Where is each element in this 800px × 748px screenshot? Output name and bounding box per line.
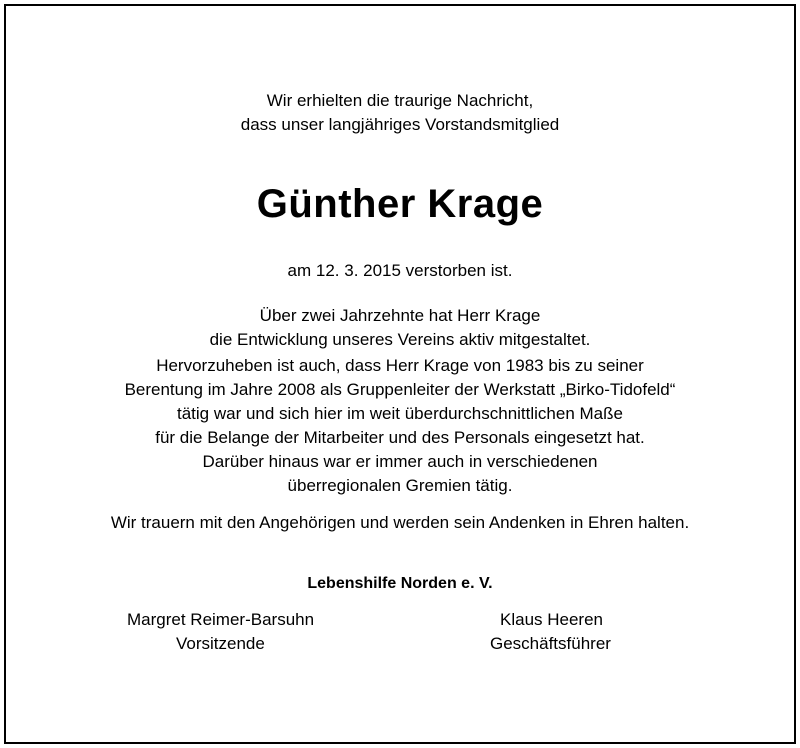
tribute-line: Hervorzuheben ist auch, dass Herr Krage von 1983 bis zu seiner xyxy=(156,356,644,375)
deceased-name: Günther Krage xyxy=(256,182,544,226)
signatory-name: Klaus Heeren xyxy=(500,610,604,629)
intro-line: dass unser langjähriges Vorstandsmitglied xyxy=(240,115,560,134)
tribute-line: tätig war und sich hier im weit überdurchschnittlichen Maße xyxy=(177,404,623,423)
signatory-role: Geschäftsführer xyxy=(490,634,611,653)
closing-line: Wir trauern mit den Angehörigen und werden sein Andenken in Ehren halten. xyxy=(110,513,690,532)
organization-name: Lebenshilfe Norden e. V. xyxy=(307,575,493,592)
intro-line: Wir erhielten die traurige Nachricht, xyxy=(266,91,534,110)
signatory-role: Vorsitzende xyxy=(176,634,265,653)
tribute-line: Über zwei Jahrzehnte hat Herr Krage xyxy=(259,306,541,325)
tribute-line: Darüber hinaus war er immer auch in verschiedenen xyxy=(202,452,598,471)
tribute-line: für die Belange der Mitarbeiter und des Personals eingesetzt hat. xyxy=(155,428,645,447)
signatory-name: Margret Reimer-Barsuhn xyxy=(127,610,315,629)
tribute-line: Berentung im Jahre 2008 als Gruppenleiter der Werkstatt „Birko-Tidofeld“ xyxy=(124,380,676,399)
date-of-death-line: am 12. 3. 2015 verstorben ist. xyxy=(287,261,513,280)
tribute-line: überregionalen Gremien tätig. xyxy=(287,476,513,495)
tribute-line: die Entwicklung unseres Vereins aktiv mitgestaltet. xyxy=(209,330,591,349)
